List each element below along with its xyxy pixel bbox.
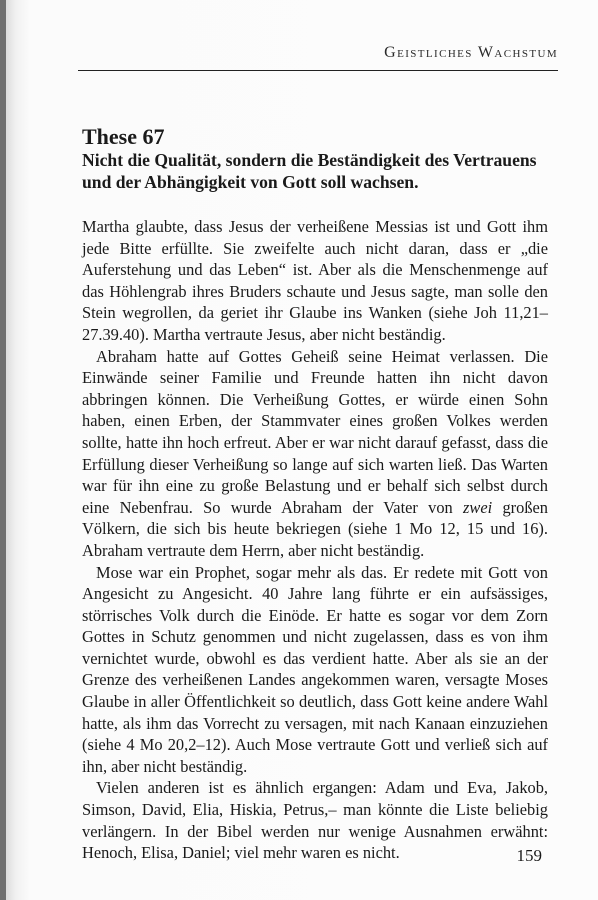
paragraph-martha: Martha glaubte, dass Jesus der verheißene Messias ist und Gott ihm jede Bitte erfüllte. Sie zweifelte auch nicht daran, dass er „die Auferstehung und das Leben“ ist. Aber als die Menschenmenge auf das Höhlengrab ihres Bruders schaute und Jesus sagte, man solle den Stein wegrollen, da geriet ihr Glaube ins Wanken (siehe Joh 11,21–27.39.40). Martha vertraute Jesus, aber nicht beständig. xyxy=(82,217,548,344)
paragraph-mose: Mose war ein Prophet, sogar mehr als das. Er redete mit Gott von Angesicht zu Angesicht. 40 Jahre lang führte er ein aufsässiges, störrisches Volk durch die Einöde. Er hatte es sogar vor dem Zorn Gottes in Schutz genommen und nicht zugelassen, dass es von ihm vernichtet wurde, obwohl es das verdient hatte. Aber als sie an der Grenze des verheißenen Landes angekommen waren, versagte Moses Glaube in aller Öffentlichkeit so deutlich, dass Gott keine andere Wahl hatte, als ihm das Vorrecht zu versagen, mit nach Kanaan einzuziehen (siehe 4 Mo 20,2–12). Auch Mose vertraute Gott und verließ sich auf ihn, aber nicht beständig. xyxy=(82,562,548,776)
body-text xyxy=(82,216,548,864)
running-head: Geistliches Wachstum xyxy=(384,44,558,61)
paragraph-abraham-text-1: Abraham hatte auf Gottes Geheiß seine Heimat verlassen. Die Einwände seiner Familie und Freunde hatten ihn nicht davon abbringen können. Die Verheißung Gottes, er würde einen Sohn haben, einen Erben, der Stammvater eines großen Volkes werden sollte, hatte ihn hoch erfreut. Aber er war nicht darauf gefasst, dass die Erfüllung dieser Verheißung so lange auf sich warten ließ. Das Warten war für ihn eine zu große Belastung und er behalf sich selbst durch eine Nebenfrau. So wurde Abraham der Vater von xyxy=(82,346,548,517)
header-rule xyxy=(78,70,558,71)
thesis-title: These 67 xyxy=(82,124,165,149)
book-page xyxy=(6,0,598,900)
paragraph-abraham xyxy=(82,346,548,562)
paragraph-others: Vielen anderen ist es ähnlich ergangen: Adam und Eva, Jakob, Simson, David, Elia, Hiskia, Petrus,– man könnte die Liste beliebig verlängern. In der Bibel werden nur wenige Ausnahmen erwähnt: Henoch, Elisa, Daniel; viel mehr waren es nicht. xyxy=(82,778,548,863)
paragraph-abraham-text-2: großen Völkern, die sich bis heute bekriegen (siehe 1 Mo 12, 15 und 16). Abraham vertraute dem Herrn, aber nicht beständig. xyxy=(82,497,548,560)
thesis-subtitle: Nicht die Qualität, sondern die Beständigkeit des Vertrauens und der Abhängigkeit von Gott soll wachsen. xyxy=(82,150,537,192)
page-number: 159 xyxy=(516,846,542,865)
emphasis-word: zwei xyxy=(463,497,493,517)
